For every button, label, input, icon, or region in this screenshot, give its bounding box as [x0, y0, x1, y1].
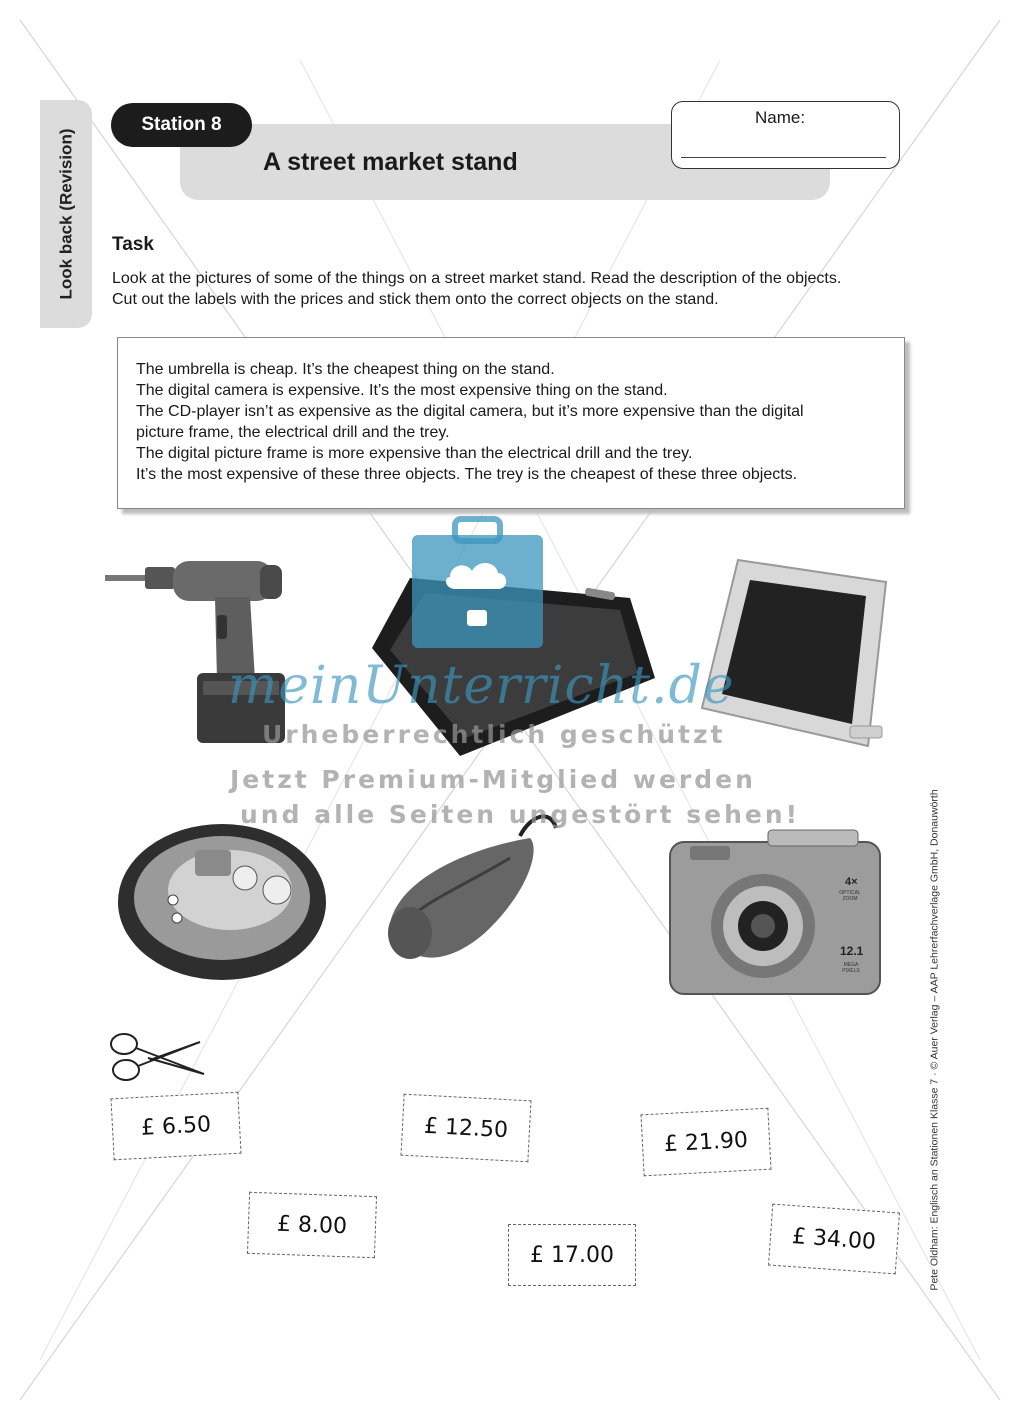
- scissors-icon: [108, 1028, 208, 1088]
- camera-zoom-text: [845, 876, 858, 888]
- camera-zoom-sub: OPTICAL ZOOM: [839, 890, 861, 902]
- watermark-line3: und alle Seiten ungestört sehen!: [240, 800, 801, 829]
- price-label[interactable]: £ 6.50: [110, 1092, 241, 1161]
- watermark-line1: Urheberrechtlich geschützt: [262, 720, 726, 749]
- description-line: The umbrella is cheap. It’s the cheapest thing on the stand.: [136, 361, 555, 378]
- task-line: Look at the pictures of some of the things on a street market stand. Read the description of the objects.: [112, 270, 842, 287]
- price-label[interactable]: £ 8.00: [247, 1192, 377, 1258]
- briefcase-cloud-icon: [410, 515, 545, 650]
- task-heading: Task: [112, 234, 154, 255]
- camera-mp-sub: MEGA PIXELS: [842, 962, 860, 974]
- description-line: The digital picture frame is more expensive than the electrical drill and the trey.: [136, 445, 693, 462]
- page-title: A street market stand: [263, 148, 518, 176]
- station-badge: Station 8: [111, 103, 252, 147]
- description-line: picture frame, the electrical drill and the trey.: [136, 424, 450, 441]
- price-label[interactable]: £ 12.50: [400, 1094, 531, 1163]
- watermark-brand: meinUnterricht.de: [228, 656, 735, 716]
- task-line: Cut out the labels with the prices and stick them onto the correct objects on the stand.: [112, 291, 719, 308]
- credit-line: [920, 780, 950, 1300]
- description-line: The CD-player isn’t as expensive as the digital camera, but it’s more expensive than the digital: [136, 403, 804, 420]
- camera-mp: 12.1: [840, 944, 864, 958]
- name-write-line[interactable]: [681, 157, 886, 158]
- watermark-line2: Jetzt Premium-Mitglied werden: [230, 765, 756, 794]
- price-label[interactable]: £ 21.90: [640, 1108, 771, 1177]
- description-line: The digital camera is expensive. It’s the most expensive thing on the stand.: [136, 382, 668, 399]
- task-instructions: [112, 268, 912, 310]
- camera-zoom: 4×: [845, 876, 858, 888]
- side-tab-label: [40, 100, 92, 328]
- name-label: Name:: [755, 108, 806, 127]
- credit-text: Pete Oldham: Englisch an Stationen Klasse 7 · © Auer Verlag – AAP Lehrerfachverlage GmbH, Donauwörth: [929, 789, 942, 1291]
- side-tab-text: Look back (Revision): [56, 128, 76, 300]
- umbrella-image: [380, 808, 600, 978]
- cd-player-image: [115, 820, 330, 985]
- description-line: It’s the most expensive of these three objects. The trey is the cheapest of these three objects.: [136, 466, 798, 483]
- price-label[interactable]: £ 17.00: [508, 1224, 636, 1286]
- description-text: [136, 359, 804, 485]
- price-label[interactable]: £ 34.00: [768, 1204, 900, 1275]
